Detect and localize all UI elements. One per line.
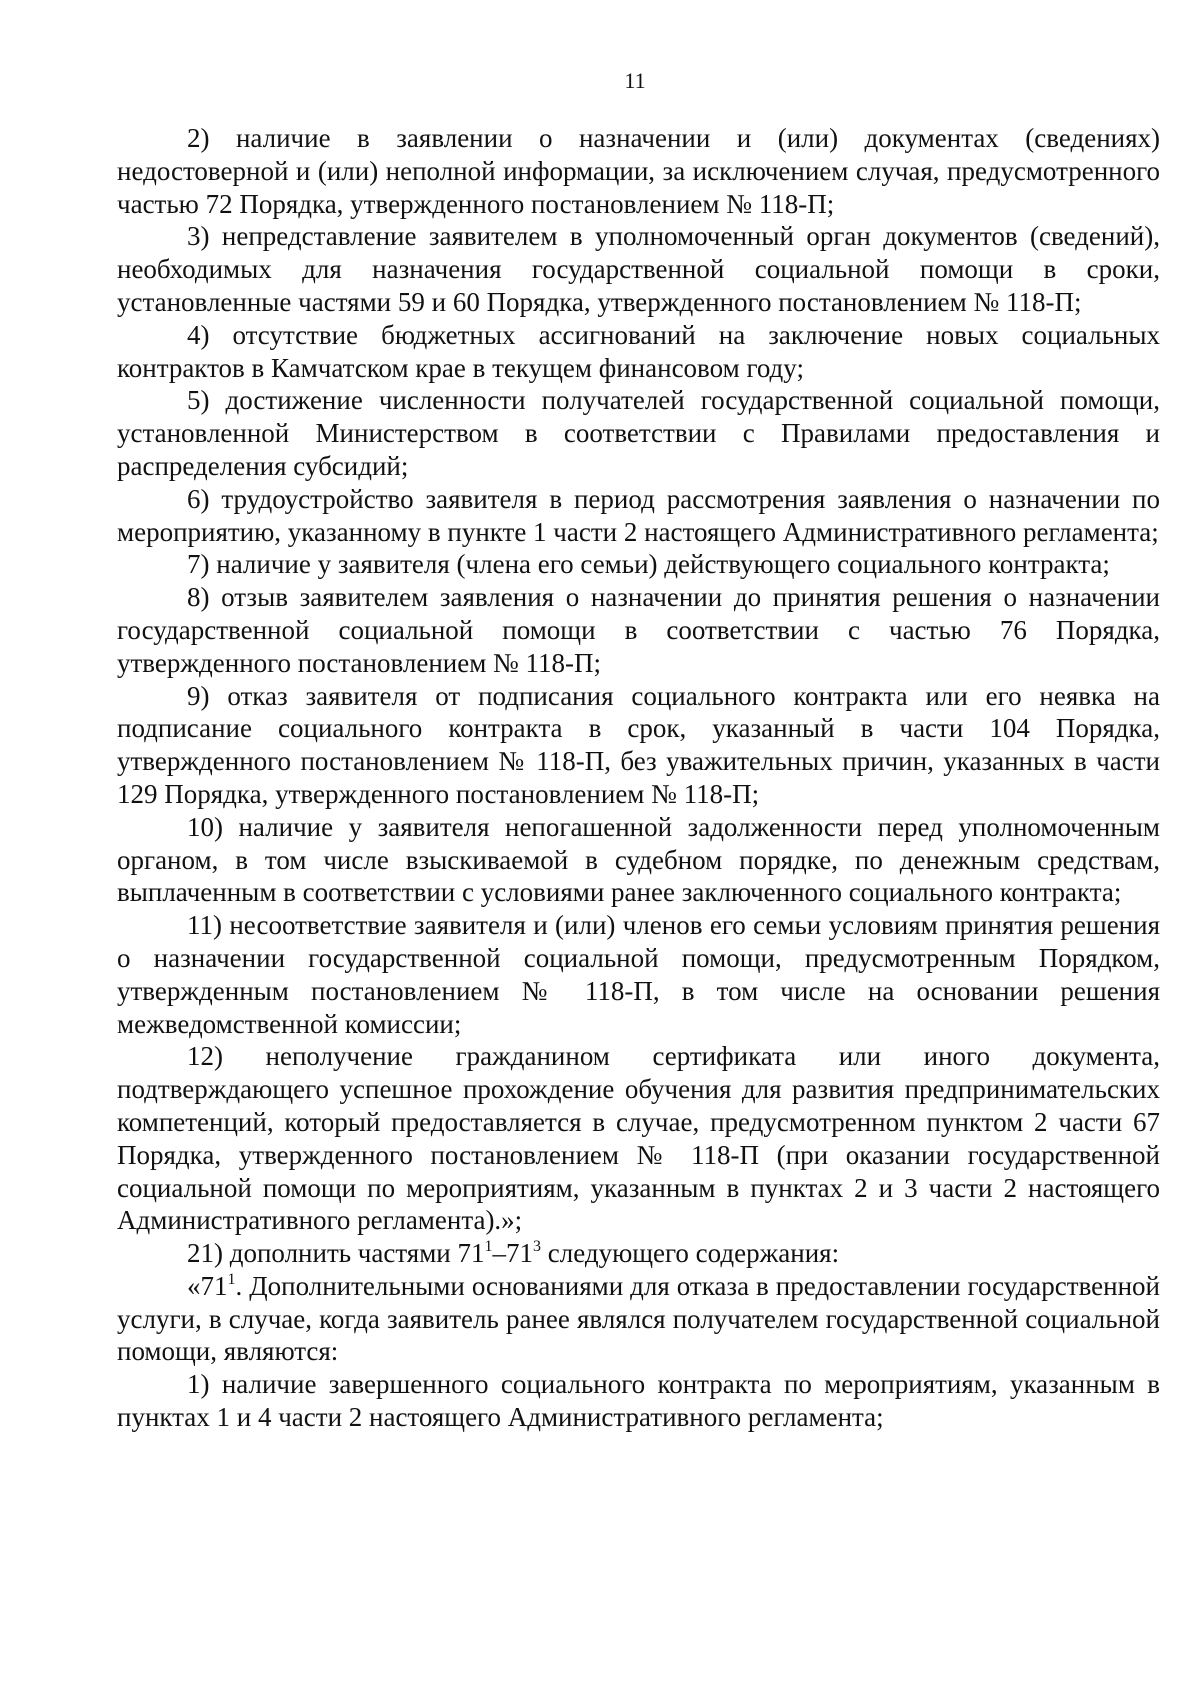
list-item-12: 12) неполучение гражданином сертификата или иного документа, подтверждающего успешное прохождение обучения для развития предпринимательских компетенций, который предоставляется в случае, предусмотренном пунктом 2 части 67 Порядка, утвержденного постановлением № 118-П (при оказании государственной социальной помощи по мероприятиям, указанным в пунктах 2 и 3 части 2 настоящего Административного регламента).»;	[117, 1041, 1160, 1236]
list-item-3: 3) непредставление заявителем в уполномоченный орган документов (сведений), необходимых для назначения государственной социальной помощи в сроки, установленные частями 59 и 60 Порядка, утвержденного постановлением № 118-П;	[117, 221, 1160, 317]
superscript: 1	[484, 1238, 493, 1256]
part-71-1-text: . Дополнительными основаниями для отказа в предоставлении государственной услуги, в случае, когда заявитель ранее являлся получателем государственной социальной помощи, являются:	[117, 1270, 1160, 1367]
list-item-6: 6) трудоустройство заявителя в период рассмотрения заявления о назначении по мероприятию, указанному в пункте 1 части 2 настоящего Административного регламента;	[117, 483, 1160, 547]
list-item-9: 9) отказ заявителя от подписания социального контракта или его неявка на подписание социального контракта в срок, указанный в части 104 Порядка, утвержденного постановлением № 118-П, без уважительных причин, указанных в части 129 Порядка, утвержденного постановлением № 118-П;	[117, 680, 1160, 809]
amendment-intro-suffix: следующего содержания:	[541, 1238, 840, 1269]
superscript: 1	[227, 1270, 236, 1288]
page-number: 11	[624, 68, 646, 93]
document-body	[117, 122, 1160, 1434]
list-item-10: 10) наличие у заявителя непогашенной задолженности перед уполномоченным органом, в том числе взыскиваемой в судебном порядке, по денежным средствам, выплаченным в соответствии с условиями ранее заключенного социального контракта;	[117, 811, 1160, 908]
list-item-7: 7) наличие у заявителя (члена его семьи) действующего социального контракта;	[187, 549, 1110, 580]
list-item-11: 11) несоответствие заявителя и (или) членов его семьи условиям принятия решения о назначении государственной социальной помощи, предусмотренным Порядком, утвержденным постановлением № 118-П, в том числе на основании решения межведомственной комиссии;	[117, 910, 1160, 1039]
list-item-5: 5) достижение численности получателей государственной социальной помощи, установленной Министерством в соответствии с Правилами предоставления и распределения субсидий;	[117, 385, 1160, 481]
list-item-4: 4) отсутствие бюджетных ассигнований на заключение новых социальных контрактов в Камчатском крае в текущем финансовом году;	[117, 319, 1160, 383]
part-71-1-item-1: 1) наличие завершенного социального контракта по мероприятиям, указанным в пунктах 1 и 4 части 2 настоящего Административного регламента;	[117, 1369, 1160, 1433]
amendment-intro-prefix: 21) дополнить частями 71	[187, 1238, 485, 1269]
amendment-intro-dash: –71	[492, 1238, 534, 1269]
amendment-intro	[117, 1237, 1160, 1270]
part-71-1-prefix: «71	[187, 1270, 228, 1301]
superscript: 3	[533, 1238, 542, 1256]
list-item-2: 2) наличие в заявлении о назначении и (или) документах (сведениях) недостоверной и (или) неполной информации, за исключением случая, предусмотренного частью 72 Порядка, утвержденного постановлением № 118-П;	[117, 123, 1160, 219]
list-item-8: 8) отзыв заявителем заявления о назначении до принятия решения о назначении государственной социальной помощи в соответствии с частью 76 Порядка, утвержденного постановлением № 118-П;	[117, 582, 1160, 678]
part-71-1	[117, 1270, 1160, 1368]
